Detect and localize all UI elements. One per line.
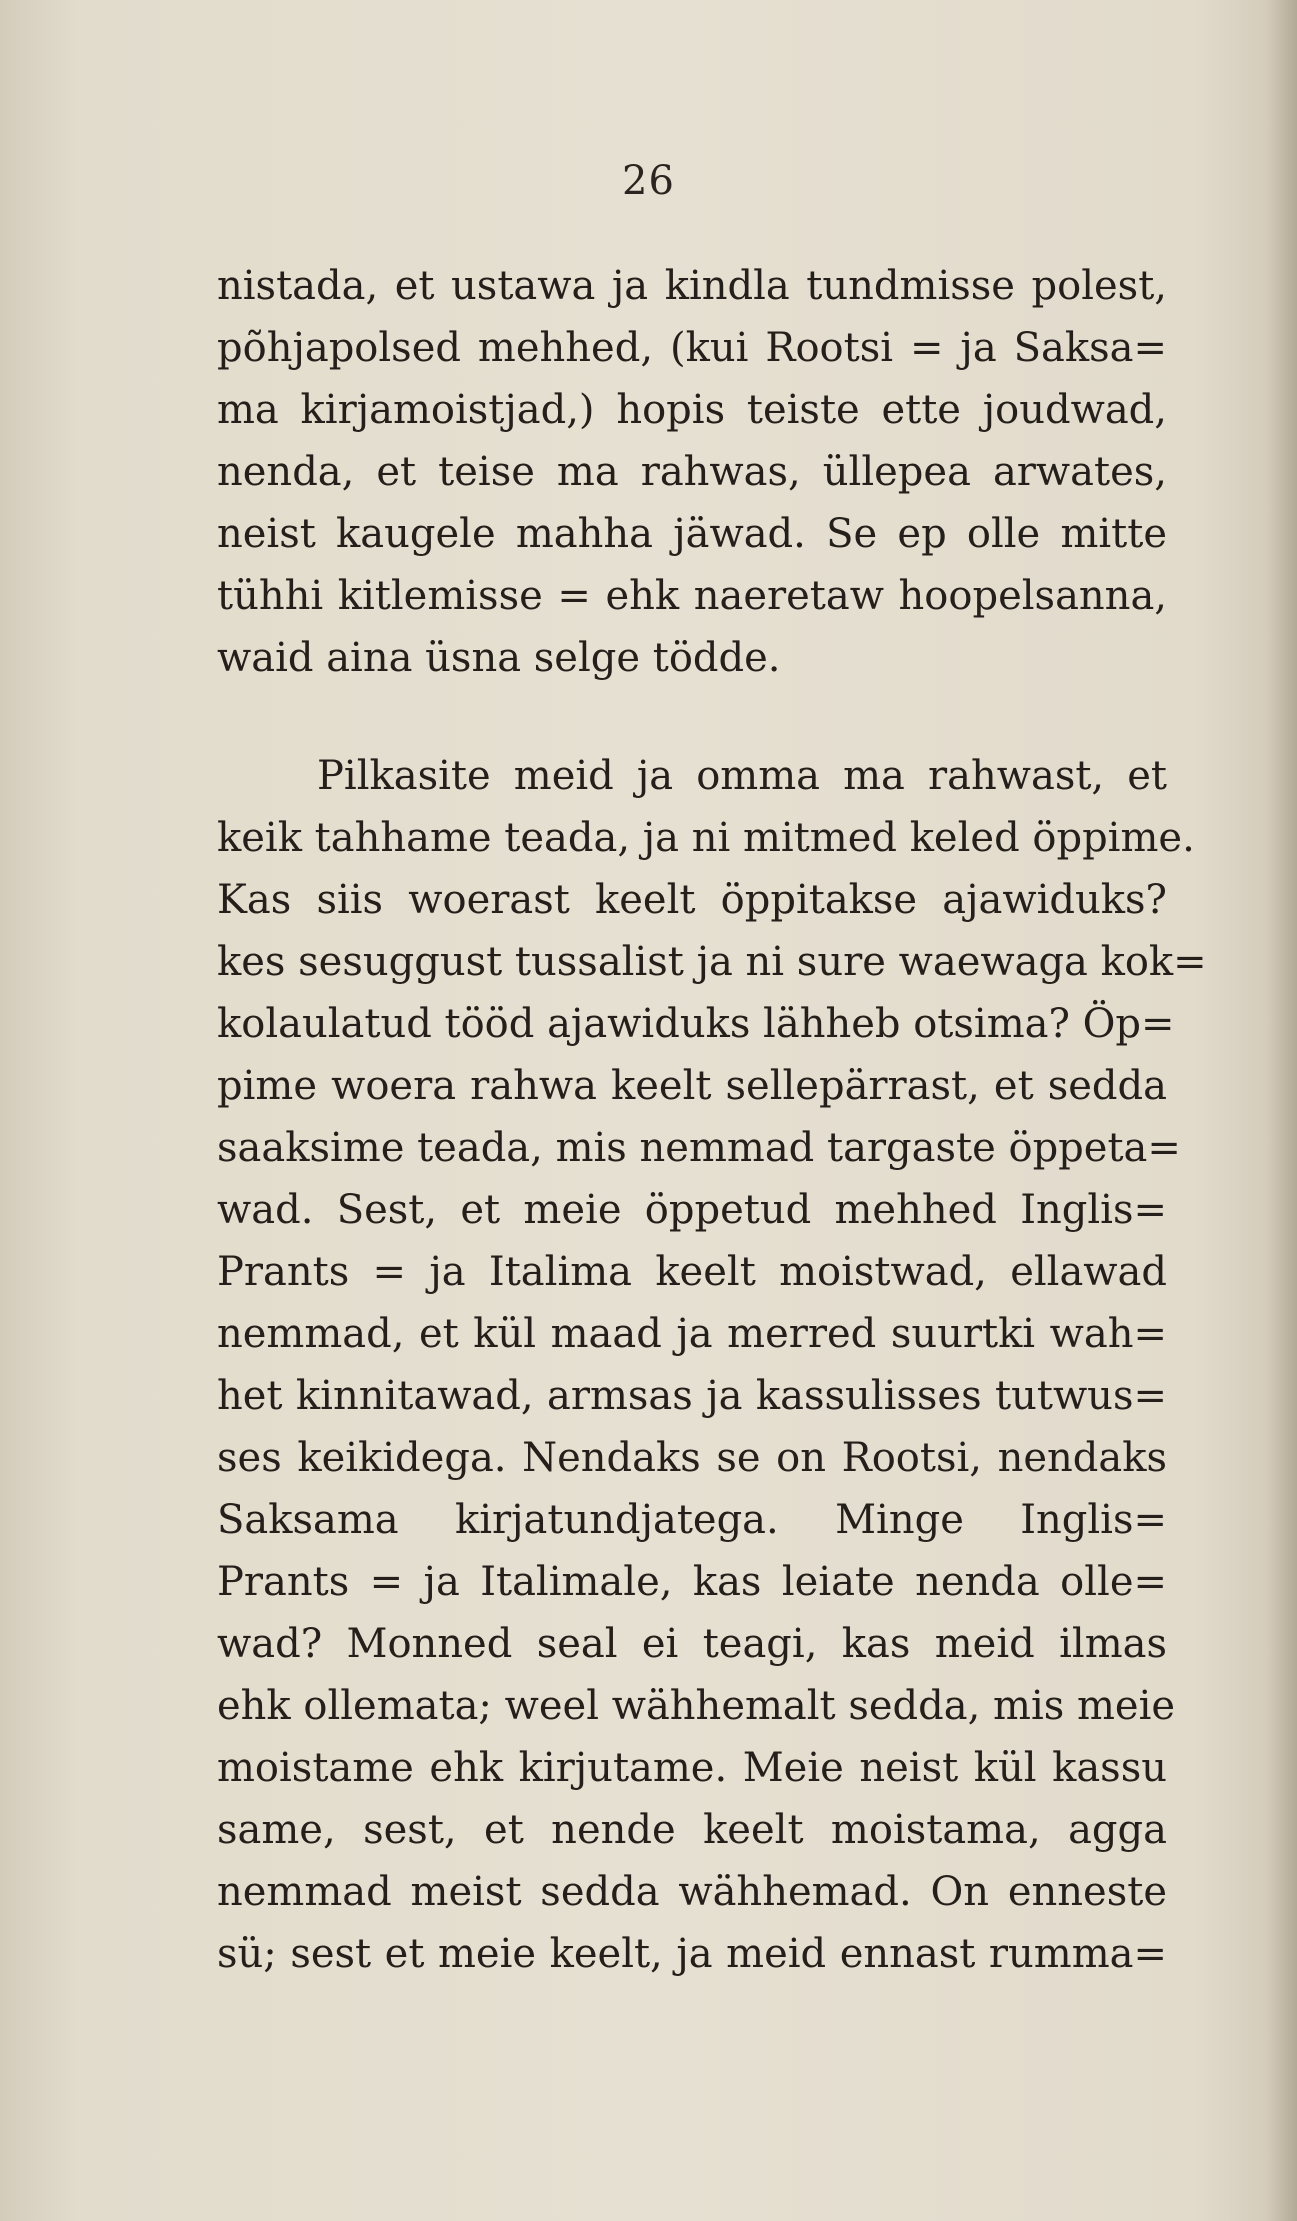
text-line: waid aina üsna selge tödde.	[217, 635, 781, 681]
text-line: het kinnitawad, armsas ja kassulisses tutwus=	[217, 1373, 1167, 1419]
text-line: kolaulatud tööd ajawiduks lähheb otsima? Öp=	[217, 1001, 1175, 1047]
text-line: same, sest, et nende keelt moistama, agga	[217, 1807, 1167, 1853]
text-line: pime woera rahwa keelt sellepärrast, et sedda	[217, 1063, 1167, 1109]
text-line: Pilkasite meid ja omma ma rahwast, et	[317, 753, 1167, 799]
page-edge-shadow	[1267, 0, 1297, 2221]
text-line: nistada, et ustawa ja kindla tundmisse polest,	[217, 263, 1167, 309]
text-line: ma kirjamoistjad,) hopis teiste ette joudwad,	[217, 387, 1167, 433]
text-line: ehk ollemata; weel wähhemalt sedda, mis meie	[217, 1683, 1176, 1729]
text-line: wad. Sest, et meie öppetud mehhed Inglis=	[217, 1187, 1167, 1233]
page-number: 26	[622, 158, 675, 204]
text-line: kes sesuggust tussalist ja ni sure waewaga kok=	[217, 939, 1207, 985]
text-line: nemmad meist sedda wähhemad. On enneste	[217, 1869, 1167, 1915]
text-line: neist kaugele mahha jäwad. Se ep olle mitte	[217, 511, 1167, 557]
text-line: tühhi kitlemisse = ehk naeretaw hoopelsanna,	[217, 573, 1167, 619]
text-line: saaksime teada, mis nemmad targaste öppeta=	[217, 1125, 1181, 1171]
text-line: wad? Monned seal ei teagi, kas meid ilmas	[217, 1621, 1167, 1667]
text-line: Prants = ja Italima keelt moistwad, ellawad	[217, 1249, 1167, 1295]
text-line: Kas siis woerast keelt öppitakse ajawiduks?	[217, 877, 1167, 923]
text-line: nemmad, et kül maad ja merred suurtki wah=	[217, 1311, 1167, 1357]
text-line: nenda, et teise ma rahwas, üllepea arwates,	[217, 449, 1167, 495]
text-line: moistame ehk kirjutame. Meie neist kül kassu	[217, 1745, 1167, 1791]
text-line: Saksama kirjatundjatega. Minge Inglis=	[217, 1497, 1167, 1543]
text-line: sü; sest et meie keelt, ja meid ennast rumma=	[217, 1931, 1167, 1977]
paragraph-2	[217, 745, 1207, 1985]
text-line: Prants = ja Italimale, kas leiate nenda olle=	[217, 1559, 1167, 1605]
text-line: ses keikidega. Nendaks se on Rootsi, nendaks	[217, 1435, 1167, 1481]
text-line: põhjapolsed mehhed, (kui Rootsi = ja Saksa=	[217, 325, 1167, 371]
text-line: keik tahhame teada, ja ni mitmed keled öppime.	[217, 815, 1195, 861]
paragraph-1	[217, 255, 1167, 689]
